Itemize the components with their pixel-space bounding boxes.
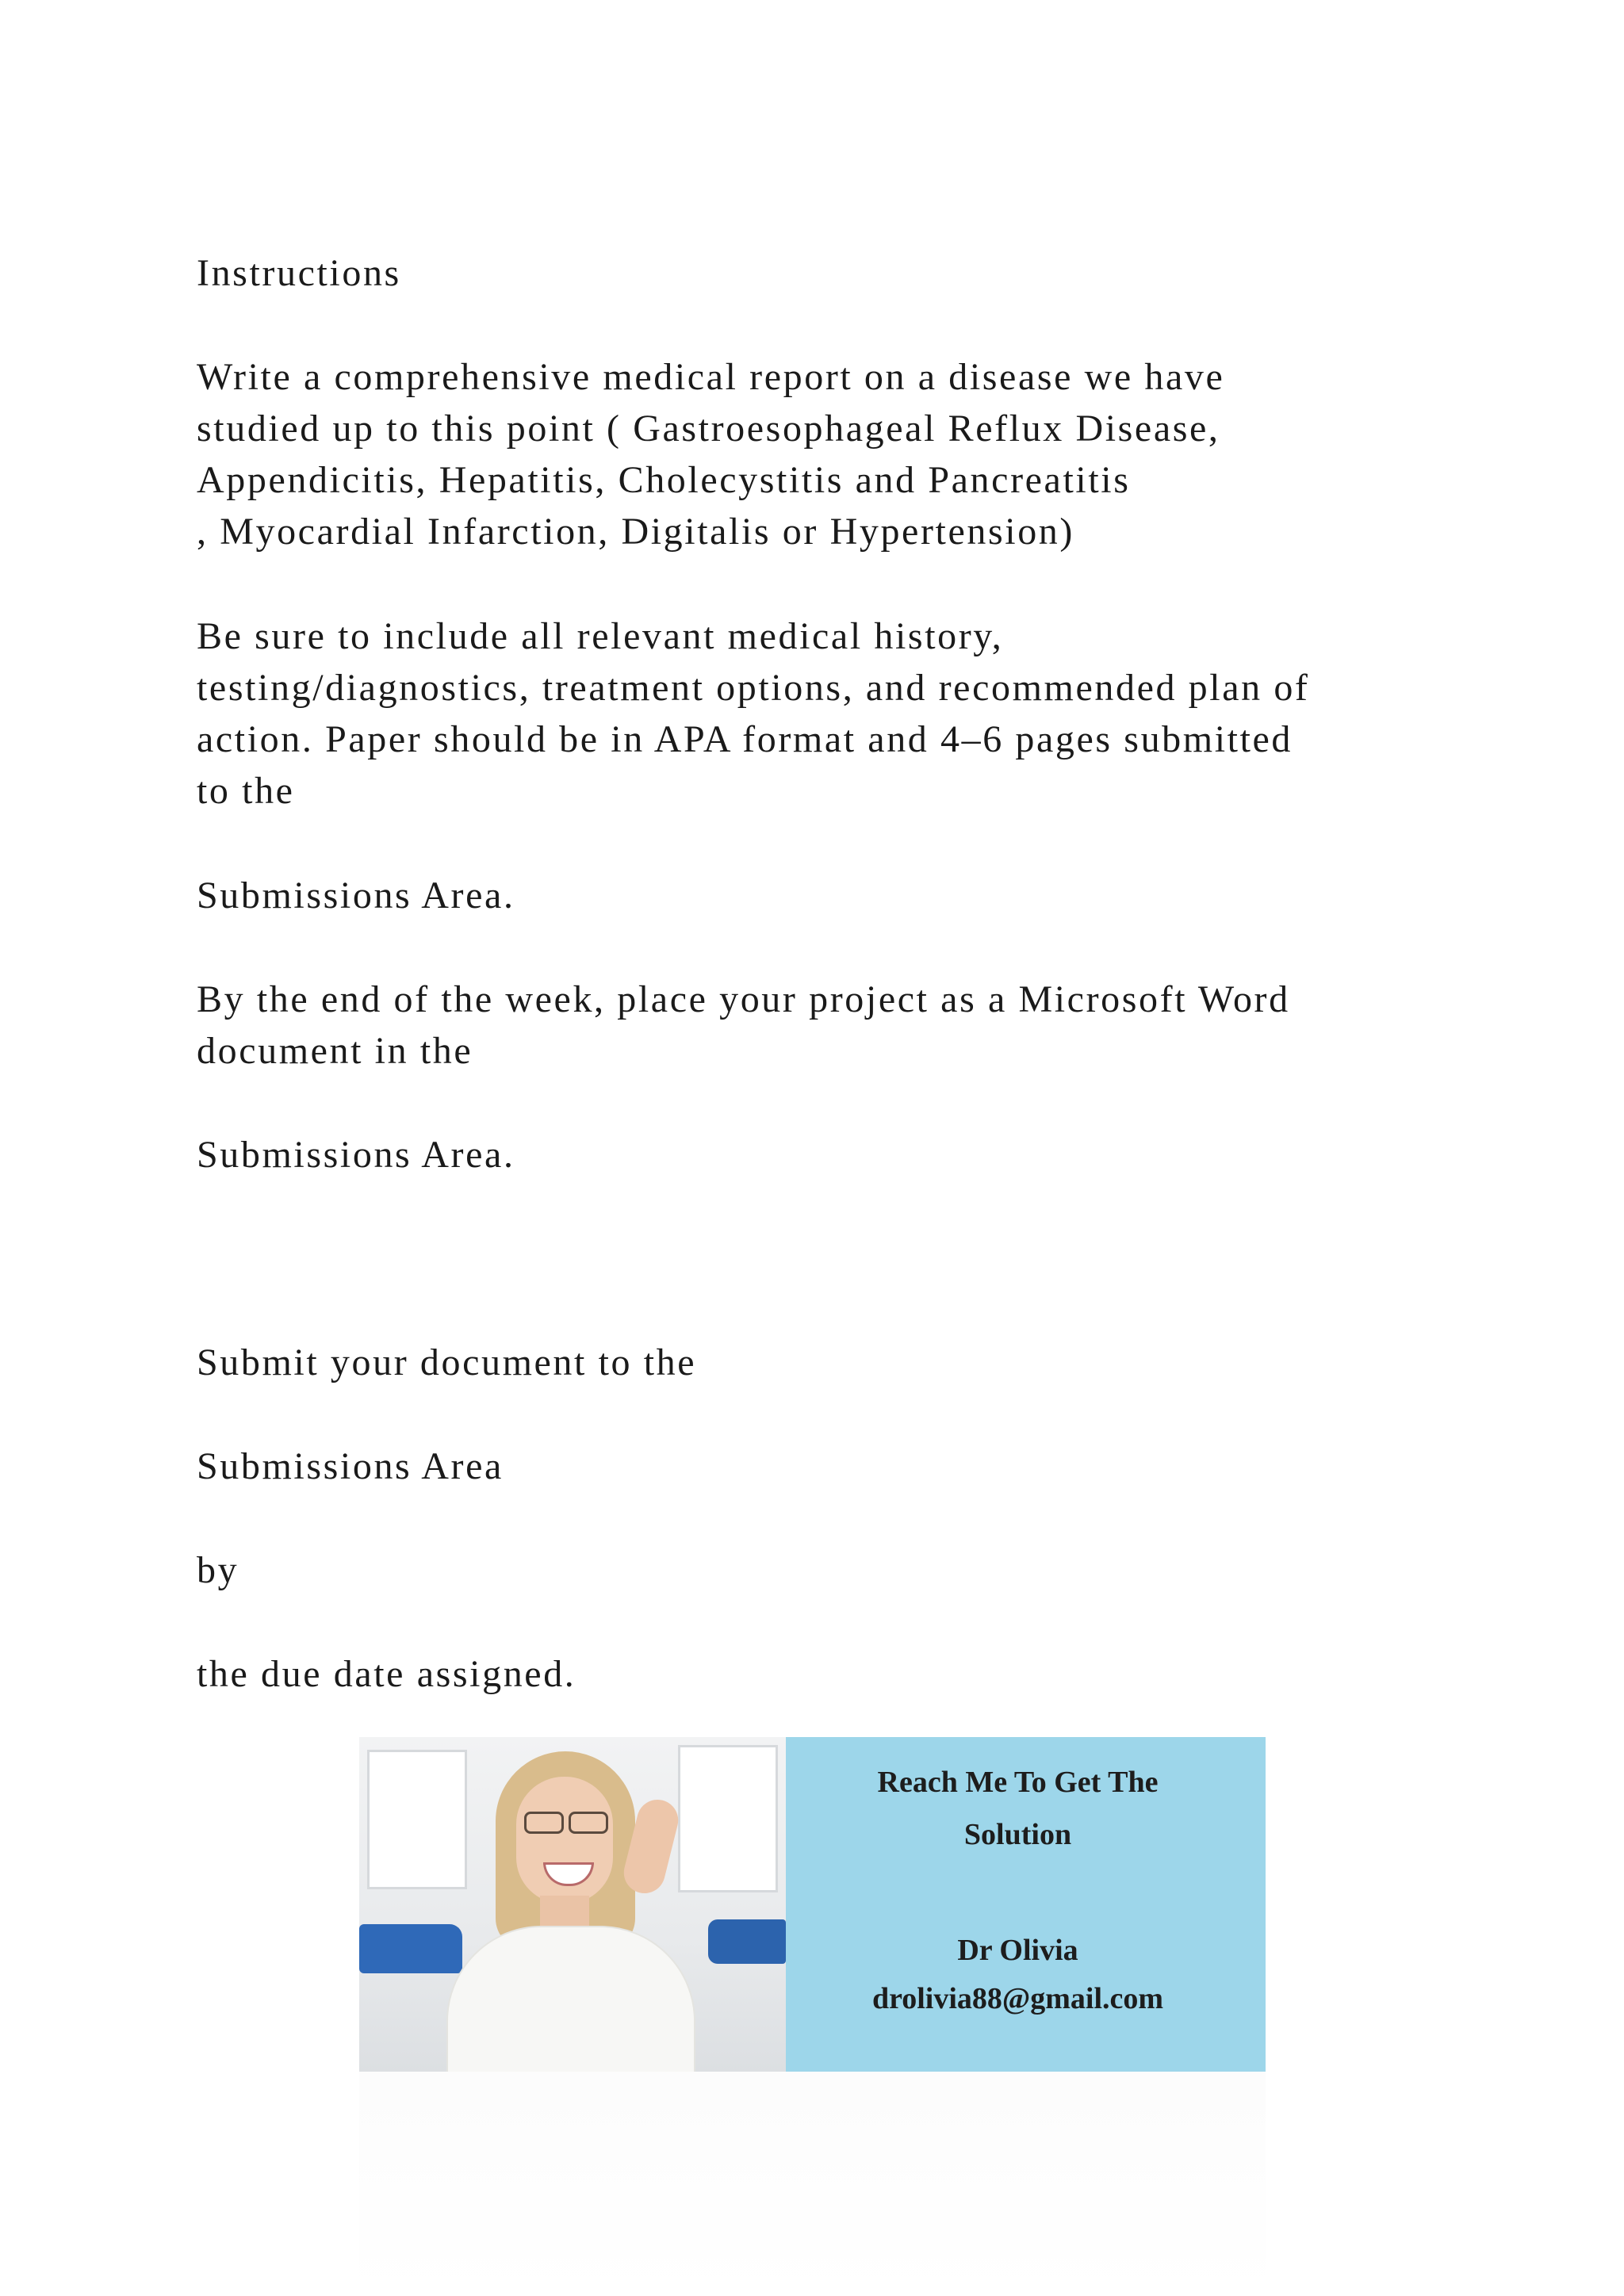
intro-paragraph <box>197 351 1224 557</box>
contact-headline-2: Solution <box>963 1818 1072 1851</box>
deadline-line: document in the <box>197 1030 473 1072</box>
requirements-line: action. Paper should be in APA format and 4–6 pages submitted <box>197 718 1293 760</box>
contact-card <box>786 1737 1266 2072</box>
requirements-paragraph <box>197 610 1310 817</box>
by-text: by <box>197 1549 239 1591</box>
woman-photo <box>359 1737 786 2072</box>
glasses-left <box>524 1812 564 1834</box>
requirements-line: to the <box>197 770 295 812</box>
by-paragraph <box>197 1544 239 1596</box>
intro-line: Write a comprehensive medical report on a disease we have <box>197 356 1225 398</box>
contact-name: Dr Olivia <box>957 1934 1078 1967</box>
submissions-area-text: Submissions Area. <box>197 1134 515 1176</box>
instructions-heading-text: Instructions <box>197 252 401 294</box>
submissions-area-text: Submissions Area <box>197 1445 504 1487</box>
white-shirt <box>446 1926 695 2072</box>
submissions-area-paragraph <box>197 1441 504 1492</box>
intro-line: Appendicitis, Hepatitis, Cholecystitis and Pancreatitis <box>197 459 1131 501</box>
due-date-paragraph <box>197 1648 576 1700</box>
glasses-right <box>569 1812 608 1834</box>
submit-paragraph <box>197 1337 696 1388</box>
deadline-line: By the end of the week, place your project as a Microsoft Word <box>197 978 1290 1020</box>
window-pane <box>678 1745 778 1892</box>
submissions-area-text: Submissions Area. <box>197 874 515 916</box>
contact-email: drolivia88@gmail.com <box>871 1982 1164 2015</box>
submit-text: Submit your document to the <box>197 1341 697 1383</box>
window-pane <box>367 1750 467 1889</box>
requirements-line: Be sure to include all relevant medical history, <box>197 615 1004 657</box>
submissions-area-paragraph <box>197 870 515 921</box>
intro-line: studied up to this point ( Gastroesophageal Reflux Disease, <box>197 408 1220 450</box>
intro-line: , Myocardial Infarction, Digitalis or Hypertension) <box>197 511 1074 553</box>
due-date-text: the due date assigned. <box>197 1653 576 1695</box>
contact-banner <box>359 1737 1266 2072</box>
instructions-heading <box>197 247 401 299</box>
deadline-paragraph <box>197 974 1290 1077</box>
requirements-line: testing/diagnostics, treatment options, and recommended plan of <box>197 667 1310 709</box>
submissions-area-paragraph <box>197 1129 515 1181</box>
contact-headline: Reach Me To Get The <box>877 1766 1159 1799</box>
blue-chair <box>359 1924 462 1973</box>
blue-chair <box>708 1919 786 1964</box>
banner-fade <box>359 2072 1266 2296</box>
